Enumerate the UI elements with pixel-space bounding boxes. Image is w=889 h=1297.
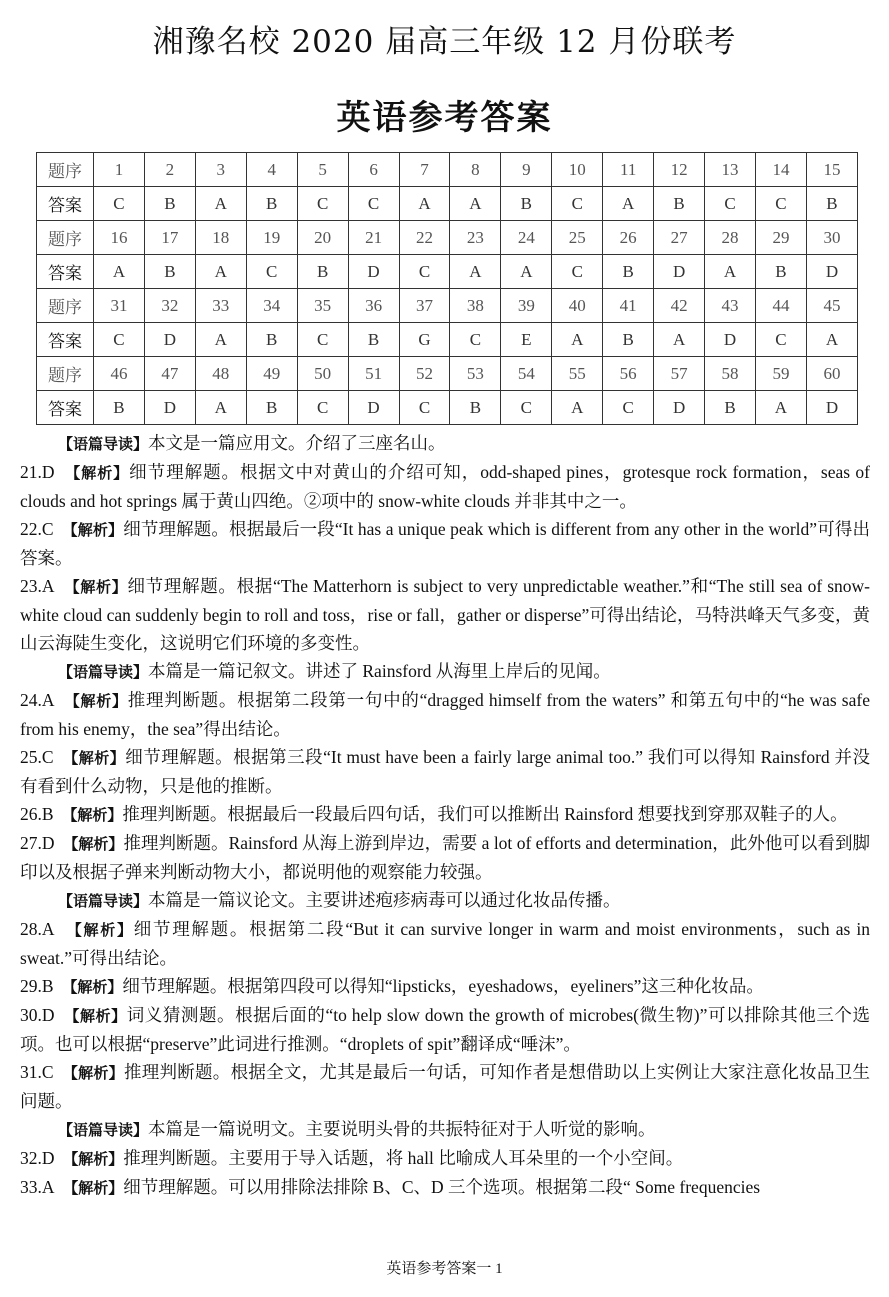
answer-cell: A	[450, 255, 501, 289]
answer-cell: D	[654, 391, 705, 425]
answer-cell: A	[94, 255, 145, 289]
question-answer-label: 23.A	[20, 576, 55, 596]
answer-cell: C	[94, 187, 145, 221]
question-answer-label: 32.D	[20, 1148, 55, 1168]
answer-cell: C	[552, 187, 603, 221]
question-number-row	[37, 221, 858, 255]
explanation-text: 词义猜测题。根据后面的“to help slow down the growth of microbes(微生物)”可以排除其他三个选项。也可以根据“preserve”此词进行推测。“droplets of spit”翻译成“唾沫”。	[20, 1005, 870, 1054]
answer-cell: B	[246, 391, 297, 425]
question-number-cell: 38	[450, 289, 501, 323]
answer-explanation	[20, 915, 870, 972]
question-number-cell: 47	[144, 357, 195, 391]
analysis-tag: 【解析】	[63, 1179, 124, 1197]
answer-cell: C	[755, 187, 806, 221]
answer-cell: B	[603, 323, 654, 357]
answer-cell: G	[399, 323, 450, 357]
question-number-cell: 27	[654, 221, 705, 255]
answer-cell: A	[552, 323, 603, 357]
question-number-cell: 3	[195, 153, 246, 187]
answer-cell: D	[654, 255, 705, 289]
row-label-answer: 答案	[37, 323, 94, 357]
question-number-cell: 56	[603, 357, 654, 391]
analysis-tag: 【解析】	[65, 464, 130, 482]
explanation-text: 本篇是一篇说明文。主要说明头骨的共振特征对于人听觉的影响。	[148, 1119, 656, 1139]
answer-explanation	[20, 1173, 870, 1202]
answer-cell: B	[144, 255, 195, 289]
answer-cell: D	[348, 391, 399, 425]
analysis-tag: 【解析】	[64, 578, 128, 596]
question-answer-label: 31.C	[20, 1062, 54, 1082]
explanation-text: 细节理解题。根据第三段“It must have been a fairly large animal too.” 我们可以得知 Rainsford 并没有看到什么动物，只是他的推断。	[20, 747, 870, 796]
question-number-cell: 39	[501, 289, 552, 323]
question-number-cell: 22	[399, 221, 450, 255]
question-number-cell: 26	[603, 221, 654, 255]
answer-cell: A	[195, 187, 246, 221]
question-number-cell: 31	[94, 289, 145, 323]
question-number-cell: 8	[450, 153, 501, 187]
question-number-cell: 58	[705, 357, 756, 391]
explanation-text: 细节理解题。根据文中对黄山的介绍可知，odd-shaped pines，grotesque rock formation，seas of clouds and hot springs 属于黄山四绝。②项中的 snow-white clouds 并非其中之一。	[20, 462, 871, 511]
question-number-cell: 10	[552, 153, 603, 187]
row-label-question-number: 题序	[37, 153, 94, 187]
row-label-question-number: 题序	[37, 289, 94, 323]
answer-cell: D	[705, 323, 756, 357]
question-number-row	[37, 289, 858, 323]
explanation-text: 推理判断题。主要用于导入话题，将 hall 比喻成人耳朵里的一个小空间。	[123, 1148, 684, 1168]
question-number-cell: 15	[806, 153, 857, 187]
explanation-text: 推理判断题。根据第二段第一句中的“dragged himself from the waters” 和第五句中的“he was safe from his enemy，the sea”得出结论。	[20, 690, 870, 739]
question-answer-label: 26.B	[20, 804, 54, 824]
answer-explanation	[20, 458, 870, 515]
question-number-cell: 40	[552, 289, 603, 323]
answer-cell: C	[348, 187, 399, 221]
answer-cell: C	[94, 323, 145, 357]
question-answer-label: 22.C	[20, 519, 54, 539]
answer-row	[37, 391, 858, 425]
answer-explanation	[20, 800, 870, 829]
explanation-text: 本文是一篇应用文。介绍了三座名山。	[148, 433, 446, 453]
answer-explanation	[20, 1001, 870, 1058]
answer-cell: A	[399, 187, 450, 221]
answer-cell: C	[603, 391, 654, 425]
answer-cell: A	[552, 391, 603, 425]
answer-cell: C	[705, 187, 756, 221]
question-number-cell: 34	[246, 289, 297, 323]
question-number-row	[37, 153, 858, 187]
answer-cell: A	[501, 255, 552, 289]
answer-table	[36, 152, 858, 425]
answer-explanation	[20, 829, 870, 886]
question-number-cell: 12	[654, 153, 705, 187]
answer-cell: C	[552, 255, 603, 289]
passage-guide-tag: 【语篇导读】	[58, 1121, 149, 1139]
passage-intro	[20, 657, 870, 686]
analysis-tag: 【解析】	[64, 692, 128, 710]
answer-row	[37, 255, 858, 289]
answer-cell: C	[297, 187, 348, 221]
answer-cell: A	[195, 391, 246, 425]
answer-cell: C	[501, 391, 552, 425]
answer-explanation	[20, 972, 870, 1001]
question-number-row	[37, 357, 858, 391]
question-number-cell: 54	[501, 357, 552, 391]
answer-explanation	[20, 686, 870, 743]
question-answer-label: 33.A	[20, 1177, 55, 1197]
question-number-cell: 5	[297, 153, 348, 187]
answer-cell: B	[144, 187, 195, 221]
question-number-cell: 1	[94, 153, 145, 187]
question-number-cell: 37	[399, 289, 450, 323]
answer-cell: B	[603, 255, 654, 289]
answer-explanation	[20, 1058, 870, 1115]
answer-row	[37, 323, 858, 357]
question-number-cell: 9	[501, 153, 552, 187]
question-answer-label: 29.B	[20, 976, 54, 996]
row-label-answer: 答案	[37, 187, 94, 221]
answer-cell: B	[246, 187, 297, 221]
question-answer-label: 21.D	[20, 462, 55, 482]
answer-cell: E	[501, 323, 552, 357]
analysis-tag: 【解析】	[62, 978, 123, 996]
question-number-cell: 50	[297, 357, 348, 391]
question-number-cell: 2	[144, 153, 195, 187]
question-number-cell: 51	[348, 357, 399, 391]
analysis-tag: 【解析】	[66, 921, 134, 939]
question-answer-label: 25.C	[20, 747, 54, 767]
answer-row	[37, 187, 858, 221]
question-number-cell: 28	[705, 221, 756, 255]
answer-cell: D	[144, 323, 195, 357]
question-answer-label: 28.A	[20, 919, 55, 939]
question-number-cell: 49	[246, 357, 297, 391]
row-label-question-number: 题序	[37, 221, 94, 255]
answer-cell: D	[806, 391, 857, 425]
question-number-cell: 44	[755, 289, 806, 323]
question-number-cell: 18	[195, 221, 246, 255]
answer-explanation	[20, 515, 870, 572]
answer-cell: B	[297, 255, 348, 289]
answer-cell: B	[450, 391, 501, 425]
analysis-tag: 【解析】	[62, 1064, 124, 1082]
passage-intro	[20, 886, 870, 915]
answer-cell: B	[246, 323, 297, 357]
answer-cell: B	[705, 391, 756, 425]
passage-intro	[20, 429, 870, 458]
question-number-cell: 13	[705, 153, 756, 187]
question-number-cell: 60	[806, 357, 857, 391]
answer-cell: A	[195, 323, 246, 357]
answer-cell: C	[450, 323, 501, 357]
question-number-cell: 55	[552, 357, 603, 391]
question-number-cell: 20	[297, 221, 348, 255]
question-number-cell: 52	[399, 357, 450, 391]
question-number-cell: 21	[348, 221, 399, 255]
explanation-text: 本篇是一篇记叙文。讲述了 Rainsford 从海里上岸后的见闻。	[148, 661, 611, 681]
explanation-text: 细节理解题。根据第四段可以得知“lipsticks，eyeshadows，eyeliners”这三种化妆品。	[122, 976, 764, 996]
answer-cell: A	[755, 391, 806, 425]
analysis-tag: 【解析】	[63, 835, 124, 853]
question-answer-label: 24.A	[20, 690, 55, 710]
explanation-text: 细节理解题。根据“The Matterhorn is subject to very unpredictable weather.”和“The still sea of snow-white cloud can suddenly begin to roll and toss，rise or fall，gather or disperse”可得出结论，马特洪峰天气多变，黄山云海陡生变化，这说明它们环境的多变性。	[20, 576, 870, 653]
answer-cell: C	[755, 323, 806, 357]
question-number-cell: 33	[195, 289, 246, 323]
question-number-cell: 43	[705, 289, 756, 323]
analysis-tag: 【解析】	[64, 1007, 127, 1025]
question-number-cell: 48	[195, 357, 246, 391]
analysis-tag: 【解析】	[63, 749, 126, 767]
answer-explanation	[20, 743, 870, 800]
explanation-text: 推理判断题。Rainsford 从海上游到岸边，需要 a lot of efforts and determination，此外他可以看到脚印以及根据子弹来判断动物大小，都说明他的观察能力较强。	[20, 833, 871, 882]
question-number-cell: 57	[654, 357, 705, 391]
question-number-cell: 25	[552, 221, 603, 255]
explanation-text: 细节理解题。可以用排除法排除 B、C、D 三个选项。根据第二段“ Some frequencies	[123, 1177, 761, 1197]
document-subtitle: 英语参考答案	[336, 98, 553, 138]
question-number-cell: 11	[603, 153, 654, 187]
answer-cell: C	[246, 255, 297, 289]
explanation-text: 本篇是一篇议论文。主要讲述疱疹病毒可以通过化妆品传播。	[148, 890, 621, 910]
answer-cell: B	[654, 187, 705, 221]
answer-explanation	[20, 572, 870, 657]
question-number-cell: 42	[654, 289, 705, 323]
question-number-cell: 24	[501, 221, 552, 255]
row-label-answer: 答案	[37, 391, 94, 425]
answer-cell: C	[297, 391, 348, 425]
explanation-body	[20, 429, 870, 1202]
answer-cell: B	[94, 391, 145, 425]
answer-cell: A	[450, 187, 501, 221]
answer-cell: B	[501, 187, 552, 221]
analysis-tag: 【解析】	[62, 521, 124, 539]
question-number-cell: 17	[144, 221, 195, 255]
answer-cell: C	[399, 255, 450, 289]
page-footer: 英语参考答案一 1	[386, 1261, 503, 1277]
question-number-cell: 19	[246, 221, 297, 255]
answer-cell: B	[348, 323, 399, 357]
question-number-cell: 6	[348, 153, 399, 187]
explanation-text: 细节理解题。根据最后一段“It has a unique peak which is different from any other in the world”可得出答案。	[20, 519, 870, 568]
explanation-text: 推理判断题。根据全文，尤其是最后一句话，可知作者是想借助以上实例让大家注意化妆品卫生问题。	[20, 1062, 871, 1111]
question-number-cell: 4	[246, 153, 297, 187]
answer-cell: D	[806, 255, 857, 289]
question-number-cell: 16	[94, 221, 145, 255]
answer-cell: D	[348, 255, 399, 289]
passage-guide-tag: 【语篇导读】	[58, 663, 149, 681]
answer-cell: A	[654, 323, 705, 357]
explanation-text: 细节理解题。根据第二段“But it can survive longer in warm and moist environments，such as in sweat.”可得出结论。	[20, 919, 870, 968]
analysis-tag: 【解析】	[62, 806, 123, 824]
question-number-cell: 46	[94, 357, 145, 391]
answer-cell: C	[297, 323, 348, 357]
question-number-cell: 14	[755, 153, 806, 187]
answer-cell: B	[755, 255, 806, 289]
passage-intro	[20, 1115, 870, 1144]
question-number-cell: 53	[450, 357, 501, 391]
explanation-text: 推理判断题。根据最后一段最后四句话，我们可以推断出 Rainsford 想要找到穿那双鞋子的人。	[122, 804, 848, 824]
answer-cell: B	[806, 187, 857, 221]
question-number-cell: 36	[348, 289, 399, 323]
question-number-cell: 23	[450, 221, 501, 255]
question-number-cell: 41	[603, 289, 654, 323]
question-number-cell: 30	[806, 221, 857, 255]
answer-cell: C	[399, 391, 450, 425]
question-answer-label: 30.D	[20, 1005, 55, 1025]
question-number-cell: 45	[806, 289, 857, 323]
question-number-cell: 7	[399, 153, 450, 187]
answer-cell: A	[603, 187, 654, 221]
question-number-cell: 29	[755, 221, 806, 255]
question-number-cell: 32	[144, 289, 195, 323]
answer-cell: A	[806, 323, 857, 357]
answer-cell: A	[195, 255, 246, 289]
answer-cell: D	[144, 391, 195, 425]
row-label-answer: 答案	[37, 255, 94, 289]
passage-guide-tag: 【语篇导读】	[58, 435, 149, 453]
question-number-cell: 59	[755, 357, 806, 391]
analysis-tag: 【解析】	[63, 1150, 124, 1168]
row-label-question-number: 题序	[37, 357, 94, 391]
passage-guide-tag: 【语篇导读】	[58, 892, 149, 910]
answer-explanation	[20, 1144, 870, 1173]
answer-cell: A	[705, 255, 756, 289]
question-answer-label: 27.D	[20, 833, 55, 853]
document-title: 湘豫名校 2020 届高三年级 12 月份联考	[152, 24, 737, 60]
question-number-cell: 35	[297, 289, 348, 323]
